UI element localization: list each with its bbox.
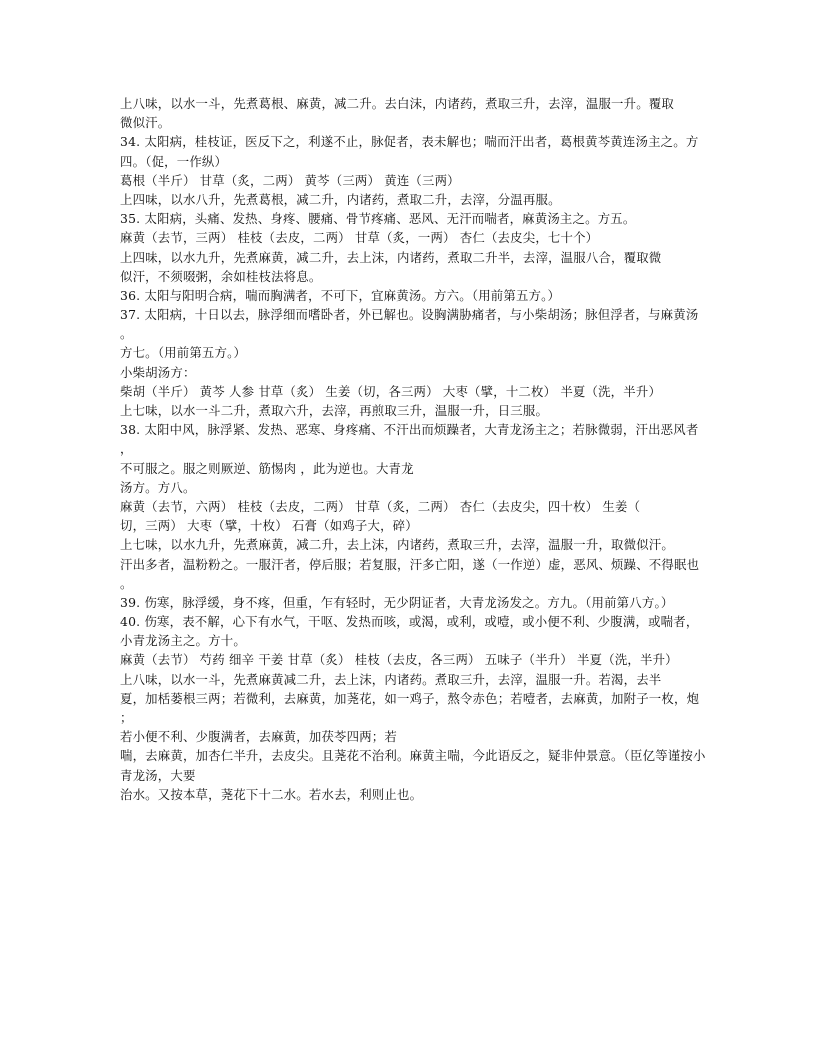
text-line: 似汗，不须啜粥，余如桂枝法将息。 — [120, 268, 322, 284]
text-line: 38. 太阳中风，脉浮紧、发热、恶寒、身疼痛、不汗出而烦躁者，大青龙汤主之；若脉微弱，汗出恶风者 ， — [120, 422, 699, 457]
text-line: 若小便不利、少腹满者，去麻黄，加茯苓四两；若 — [120, 729, 397, 745]
text-line: 四。（促，一作纵） — [120, 153, 228, 169]
text-line: 上四味，以水八升，先煮葛根，减二升，内诸药，煮取二升，去滓，分温再服。 — [120, 191, 561, 207]
text-line: 汤方。方八。 — [120, 479, 196, 495]
text-line: 37. 太阳病，十日以去，脉浮细而嗜卧者，外已解也。设胸满胁痛者，与小柴胡汤；脉但浮者，与麻黄汤 。 — [120, 307, 699, 342]
text-line: 方七。（用前第五方。） — [120, 345, 247, 361]
text-line: 治水。又按本草，荛花下十二水。若水去，利则止也。 — [120, 786, 423, 802]
text-line: 35. 太阳病，头痛、发热、身疼、腰痛、骨节疼痛、恶风、无汗而喘者，麻黄汤主之。方五。 — [120, 211, 636, 227]
text-line: 上四味，以水九升，先煮麻黄，减二升，去上沫，内诸药，煮取二升半，去滓，温服八合，覆取微 — [120, 249, 662, 265]
text-line: 上七味，以水一斗二升，煮取六升，去滓，再煎取三升，温服一升，日三服。 — [120, 403, 549, 418]
text-line: 葛根（半斤） 甘草（炙，二两） 黄芩（三两） 黄连（三两） — [120, 172, 460, 188]
text-line: 40. 伤寒，表不解，心下有水气，干呕、发热而咳，或渴，或利，或噎，或小便不利、少腹满，或喘者， — [120, 614, 699, 630]
text-line: 34. 太阳病，桂枝证，医反下之，利遂不止，脉促者，表未解也；喘而汗出者，葛根黄芩黄连汤主之。方 — [120, 134, 699, 150]
text-line: 上八味，以水一斗，先煮葛根、麻黄，减二升。去白沫，内诸药，煮取三升，去滓，温服一升。覆取 — [120, 96, 674, 111]
text-line: 小柴胡汤方： — [120, 364, 196, 380]
text-line: 麻黄（去节） 芍药 细辛 干姜 甘草（炙） 桂枝（去皮，各三两） 五味子（半升） 半夏（洗，半升） — [120, 652, 678, 668]
text-line: 夏，加栝蒌根三两；若微利，去麻黄，加荛花，如一鸡子，熬令赤色；若噎者，去麻黄，加附子一枚，炮 ； — [120, 690, 700, 725]
text-line: 39. 伤寒，脉浮缓，身不疼，但重，乍有轻时，无少阴证者，大青龙汤发之。方九。（用前第八方。） — [120, 594, 674, 610]
text-line: 不可服之。服之则厥逆、筋惕肉 ，此为逆也。大青龙 — [120, 460, 414, 476]
document-body — [120, 94, 720, 804]
text-line: 柴胡（半斤） 黄芩 人参 甘草（炙） 生姜（切，各三两） 大枣（擘，十二枚） 半夏（洗，半升） — [120, 383, 662, 399]
text-line: 微似汗。 — [120, 115, 171, 131]
text-line: 汗出多者，温粉粉之。一服汗者，停后服；若复服，汗多亡阳，遂（一作逆）虚，恶风、烦躁、不得眠也 。 — [120, 556, 700, 591]
text-line: 喘，去麻黄，加杏仁半升，去皮尖。且荛花不治利。麻黄主喘，今此语反之，疑非仲景意。（臣亿等谨按小 青龙汤，大要 — [120, 748, 706, 783]
text-line: 麻黄（去节，三两） 桂枝（去皮，二两） 甘草（炙，一两） 杏仁（去皮尖，七十个） — [120, 230, 599, 246]
text-line: 上八味，以水一斗，先煮麻黄减二升，去上沫，内诸药。煮取三升，去滓，温服一升。若渴，去半 — [120, 671, 662, 687]
text-line: 麻黄（去节，六两） 桂枝（去皮，二两） 甘草（炙，二两） 杏仁（去皮尖，四十枚） 生姜（ — [120, 498, 641, 514]
text-line: 上七味，以水九升，先煮麻黄，减二升，去上沫，内诸药，煮取三升，去滓，温服一升，取微似汗。 — [120, 537, 674, 553]
text-line: 切，三两） 大枣（擘，十枚） 石膏（如鸡子大，碎） — [120, 518, 418, 534]
text-line: 小青龙汤主之。方十。 — [120, 633, 246, 649]
text-line: 36. 太阳与阳明合病，喘而胸满者，不可下，宜麻黄汤。方六。（用前第五方。） — [120, 287, 561, 303]
